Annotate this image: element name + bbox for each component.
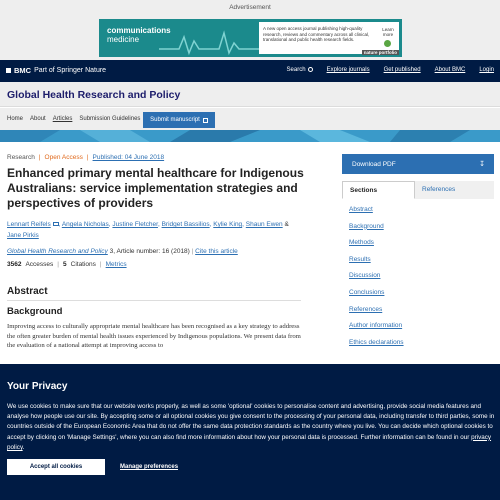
citation-journal[interactable]: Global Health Research and Policy xyxy=(7,248,108,255)
brand-name: BMC xyxy=(14,66,32,75)
article-title: Enhanced primary mental healthcare for Indigenous Australians: service implementation strategies and perspectives of providers xyxy=(7,166,304,210)
manage-preferences-link[interactable]: Manage preferences xyxy=(120,464,179,470)
accept-all-cookies-button[interactable]: Accept all cookies xyxy=(7,459,105,475)
ad-subtitle: medicine xyxy=(107,35,140,44)
article-type: Research xyxy=(7,154,35,161)
author-link[interactable]: Angela Nicholas xyxy=(61,221,109,228)
nav-get-published[interactable]: Get published xyxy=(383,67,421,73)
author-link[interactable]: Shaun Ewen xyxy=(245,221,283,228)
published-date[interactable]: Published: 04 June 2018 xyxy=(92,154,165,161)
privacy-period: . xyxy=(22,443,25,451)
download-label: Download PDF xyxy=(352,160,396,168)
subnav-articles[interactable]: Articles xyxy=(52,116,73,122)
journal-subnav xyxy=(0,108,500,132)
external-link-icon xyxy=(203,118,208,123)
citations-count: 5 xyxy=(63,261,67,268)
email-icon[interactable] xyxy=(53,222,59,226)
section-link-ethics-declarations[interactable]: Ethics declarations xyxy=(349,338,404,346)
download-pdf-button[interactable] xyxy=(342,154,494,174)
ad-brand-logo: nature portfolio xyxy=(363,50,397,55)
section-link-results[interactable]: Results xyxy=(349,255,371,263)
divider xyxy=(7,300,301,301)
metrics-link[interactable]: Metrics xyxy=(105,261,127,268)
submit-label: Submit manuscript xyxy=(150,117,200,123)
section-link-background[interactable]: Background xyxy=(349,222,384,230)
bmc-square-icon xyxy=(6,68,11,73)
author-list: Lennart Reifels , Angela Nicholas, Justine Fletcher, Bridget Bassilios, Kylie King, Shaun Ewen & Jane Pirkis xyxy=(7,221,289,239)
journal-header xyxy=(0,82,500,107)
author-ampersand: & xyxy=(284,221,289,228)
section-link-abstract[interactable]: Abstract xyxy=(349,206,373,213)
open-access-badge: Open Access xyxy=(44,154,83,161)
advertisement-label: Advertisement xyxy=(229,4,271,11)
ad-learn-more[interactable]: Learn more xyxy=(382,27,394,37)
author-link[interactable]: Jane Pirkis xyxy=(7,232,39,239)
section-link-author-information[interactable]: Author information xyxy=(349,322,403,330)
decorative-banner xyxy=(0,130,500,142)
section-link-references[interactable]: References xyxy=(349,305,383,313)
cite-this-article-link[interactable]: Cite this article xyxy=(195,248,238,255)
brand-suffix: Part of Springer Nature xyxy=(34,67,107,74)
nav-links xyxy=(287,67,494,73)
subnav-submission-guidelines[interactable]: Submission Guidelines xyxy=(79,116,141,122)
author-link[interactable]: Justine Fletcher xyxy=(112,221,158,228)
accesses-label: Accesses xyxy=(25,261,54,268)
nav-explore-journals[interactable]: Explore journals xyxy=(326,67,370,73)
subnav-links xyxy=(7,116,140,122)
pattern-graphic xyxy=(0,130,500,142)
section-link-conclusions[interactable]: Conclusions xyxy=(349,288,385,296)
subnav-home[interactable]: Home xyxy=(7,116,24,122)
article-metrics: 3562 Accesses | 5 Citations | Metrics xyxy=(7,261,127,268)
search-link[interactable] xyxy=(287,67,313,73)
privacy-body: We use cookies to make sure that our website works properly, as well as some 'optional' cookies to personalise content and advertising, provide social media features and analyse how people use our site. By accepting some or all optional cookies you give consent to the processing of your personal data, including transfer to third parties, some in countries outside of the European Economic Area that do not offer the same data protection standards as the country where you live. You can decide which optional cookies to accept by clicking on 'Manage Settings', where you can also find more information about how your personal data is processed. Further information can be found in our xyxy=(7,403,495,441)
background-paragraph: Improving access to culturally appropriate mental healthcare has been recognised as a key strategy to address the often greater burden of mental health issues experienced by Indigenous populations. We present data from the evaluation of a national attempt at improving access to xyxy=(7,323,301,349)
privacy-policy-link[interactable]: privacy policy xyxy=(7,433,492,451)
citation-details: 3, Article number: 16 (2018) xyxy=(109,248,190,255)
accesses-count: 3562 xyxy=(7,261,22,268)
author-link[interactable]: Lennart Reifels xyxy=(7,221,51,228)
citation-line: Global Health Research and Policy 3, Article number: 16 (2018) | Cite this article xyxy=(7,248,238,255)
bmc-logo[interactable] xyxy=(6,66,106,75)
privacy-text xyxy=(7,402,495,453)
abstract-heading: Abstract xyxy=(7,286,48,297)
search-icon xyxy=(308,67,313,72)
author-link[interactable]: Bridget Bassilios xyxy=(161,221,210,228)
advertisement-area xyxy=(0,0,500,60)
privacy-banner xyxy=(0,364,500,500)
background-heading: Background xyxy=(7,306,63,317)
download-arrow-icon: ↧ xyxy=(479,161,485,168)
arrow-circle-icon[interactable] xyxy=(384,40,391,47)
sidebar-tabs xyxy=(342,181,494,199)
nav-about-bmc[interactable]: About BMC xyxy=(434,67,466,73)
subnav-about[interactable]: About xyxy=(30,116,46,122)
section-link-discussion[interactable]: Discussion xyxy=(349,272,381,280)
privacy-title: Your Privacy xyxy=(7,381,68,392)
journal-title[interactable]: Global Health Research and Policy xyxy=(7,89,181,101)
search-label: Search xyxy=(286,67,306,74)
tab-references[interactable]: References xyxy=(415,181,494,199)
section-list xyxy=(349,206,404,355)
top-navigation xyxy=(0,60,500,82)
tab-sections[interactable]: Sections xyxy=(342,181,415,199)
author-link[interactable]: Kylie King xyxy=(213,221,243,228)
nav-login[interactable]: Login xyxy=(479,67,494,73)
ad-title: communications xyxy=(107,26,171,35)
section-link-methods[interactable]: Methods xyxy=(349,239,374,247)
article-meta: Research | Open Access | Published: 04 June 2018 xyxy=(7,154,165,161)
ad-banner[interactable] xyxy=(99,19,402,57)
citations-label: Citations xyxy=(70,261,96,268)
ad-description: A new open access journal publishing high-quality research, reviews and commentary across all clinical, translational and public health research fields. xyxy=(263,26,370,42)
submit-manuscript-button[interactable] xyxy=(143,112,215,128)
